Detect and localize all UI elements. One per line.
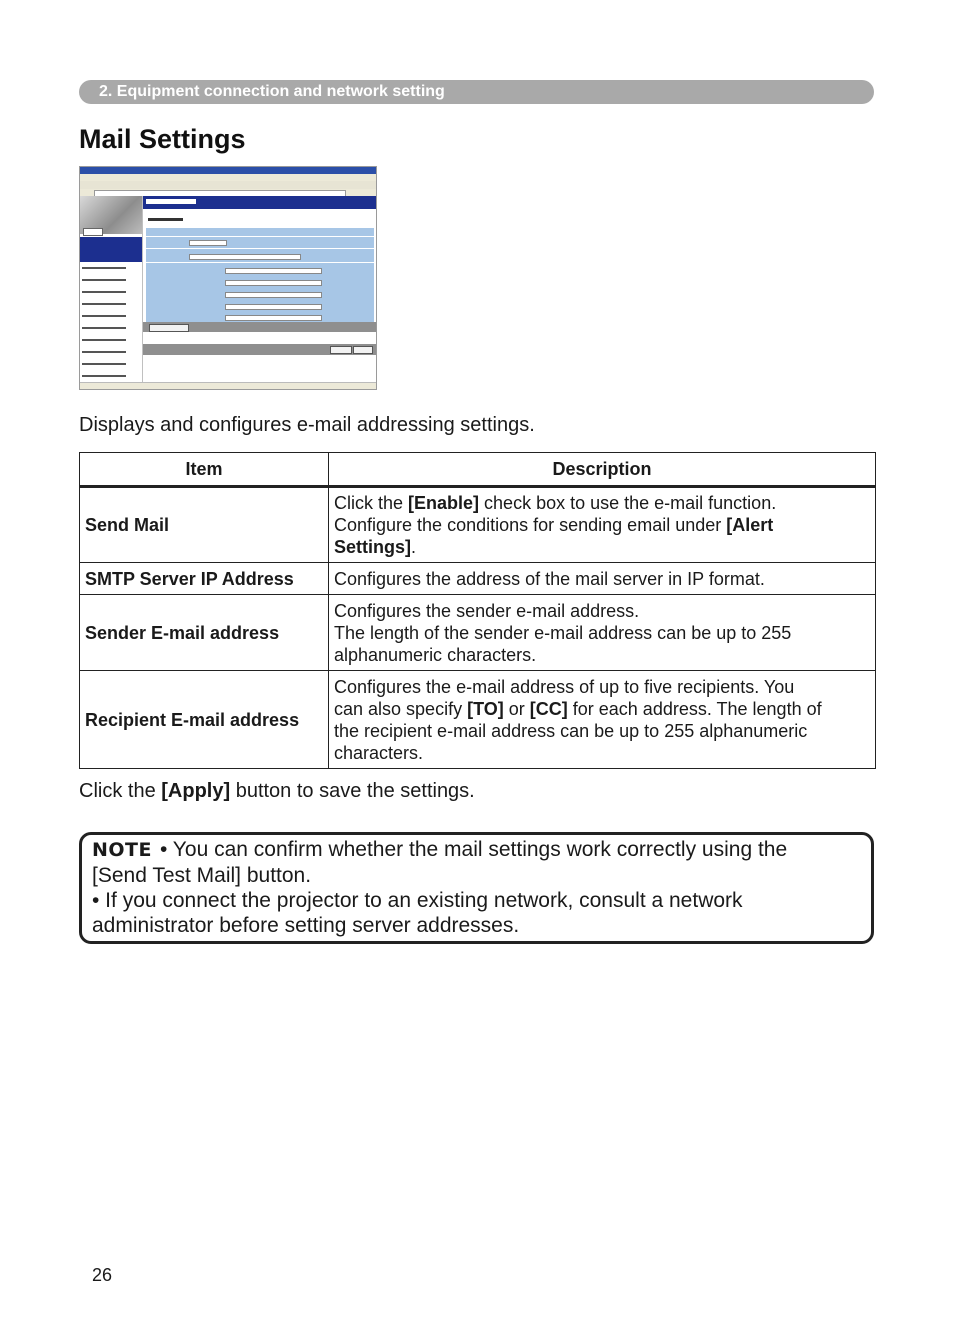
item-smtp-server: SMTP Server IP Address: [80, 563, 329, 595]
intro-text: Displays and configures e-mail addressing settings.: [79, 414, 535, 436]
browser-titlebar: [80, 167, 376, 174]
note-line: • If you connect the projector to an existing network, consult a network: [92, 889, 743, 912]
page-title: Mail Settings: [79, 124, 246, 154]
section-header-bar: [79, 80, 874, 104]
table-row: [80, 487, 876, 563]
note-line: [Send Test Mail] button.: [92, 864, 312, 887]
note-line: • You can confirm whether the mail settings work correctly using the: [160, 838, 788, 861]
mail-settings-screenshot: [79, 166, 377, 390]
screenshot-sidebar: [80, 196, 143, 382]
note-box: [79, 832, 874, 944]
table-header-row: [80, 453, 876, 487]
column-header-description: Description: [329, 453, 876, 487]
note-label: NOTE: [92, 839, 152, 861]
description-send-mail: Click the [Enable] check box to use the e-mail function. Configure the conditions for sending email under [Alert Settings].: [329, 487, 876, 563]
settings-table: [79, 452, 876, 769]
sidebar-nav-header: [80, 237, 142, 262]
description-recipient-email: Configures the e-mail address of up to five recipients. You can also specify [TO] or [CC] for each address. The length of the recipient e-mail address can be up to 255 alphanumeric characters.: [329, 671, 876, 769]
table-row: [80, 671, 876, 769]
page-number: 26: [92, 1265, 113, 1285]
table-row: [80, 595, 876, 671]
apply-instruction: Click the [Apply] button to save the settings.: [79, 780, 475, 802]
browser-menubar: [80, 174, 376, 181]
table-row: [80, 563, 876, 595]
browser-address-bar: [80, 189, 376, 196]
description-smtp-server: Configures the address of the mail server in IP format.: [329, 563, 876, 595]
item-recipient-email: Recipient E-mail address: [80, 671, 329, 769]
logoff-button-image: [83, 228, 103, 236]
item-send-mail: Send Mail: [80, 487, 329, 563]
browser-statusbar: [80, 382, 376, 390]
item-sender-email: Sender E-mail address: [80, 595, 329, 671]
description-sender-email: Configures the sender e-mail address. The length of the sender e-mail address can be up to 255 alphanumeric characters.: [329, 595, 876, 671]
section-header-text: 2. Equipment connection and network setting: [99, 83, 445, 100]
screenshot-main-pane: [143, 196, 376, 382]
note-line: administrator before setting server addresses.: [92, 914, 520, 937]
column-header-item: Item: [80, 453, 329, 487]
